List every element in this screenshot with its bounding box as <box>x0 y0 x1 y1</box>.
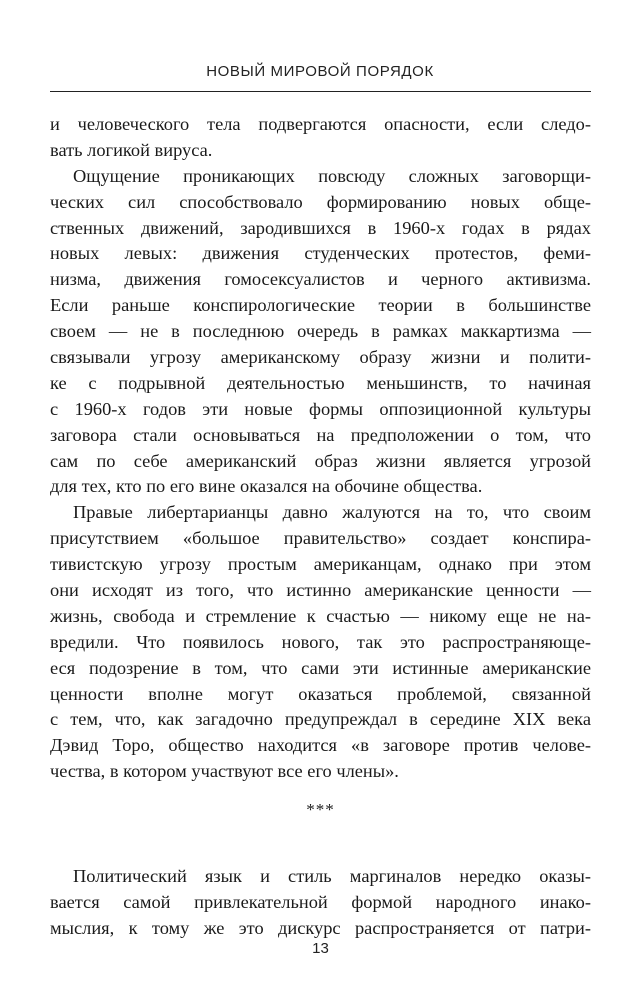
text-line: Дэвид Торо, общество находится «в заговоре против челове- <box>50 735 591 756</box>
paragraph <box>50 500 591 785</box>
section-separator: *** <box>306 800 335 819</box>
text-line: Если раньше конспирологические теории в большинстве <box>50 295 591 316</box>
text-line: ценности вполне могут оказаться проблемой, связанной <box>50 683 591 704</box>
text-line: ственных движений, зародившихся в 1960-х годах в рядах <box>50 217 591 238</box>
text-line: для тех, кто по его вине оказался на обочине общества. <box>50 476 483 497</box>
text-line: сам по себе американский образ жизни является угрозой <box>50 450 591 471</box>
header-rule <box>50 91 591 92</box>
text-line: Правые либертарианцы давно жалуются на то, что своим <box>73 502 591 523</box>
page-number: 13 <box>312 940 329 957</box>
text-line: заговора стали основываться на предположении о том, что <box>50 424 591 445</box>
main-text <box>50 112 591 785</box>
text-line: ке с подрывной деятельностью меньшинств, то начиная <box>50 372 591 393</box>
text-line: вается самой привлекательной формой народного инако- <box>50 892 591 913</box>
text-line: вредили. Что появилось нового, так это распространяюще- <box>50 631 591 652</box>
paragraph-continued <box>50 112 591 164</box>
text-line: Политический язык и стиль маргиналов нередко оказы- <box>73 866 591 887</box>
text-line: они исходят из того, что истинно американские ценности — <box>50 580 591 601</box>
text-line: еся подозрение в том, что сами эти истинные американские <box>50 657 591 678</box>
text-line: с 1960-х годов эти новые формы оппозиционной культуры <box>50 398 591 419</box>
text-line: мыслия, к тому же это дискурс распространяется от патри- <box>50 918 591 939</box>
text-line: Ощущение проникающих повсюду сложных заговорщи- <box>73 165 591 186</box>
text-line: присутствием «большое правительство» создает конспира- <box>50 528 591 549</box>
text-line: своем — не в последнюю очередь в рамках маккартизма — <box>50 321 591 342</box>
text-line: тивистскую угрозу простым американцам, однако при этом <box>50 554 591 575</box>
text-line: вать логикой вируса. <box>50 139 213 160</box>
text-line: с тем, что, как загадочно предупреждал в середине XIX века <box>50 709 591 730</box>
text-line: и человеческого тела подвергаются опасности, если следо- <box>50 114 591 134</box>
running-head: НОВЫЙ МИРОВОЙ ПОРЯДОК <box>206 63 434 80</box>
text-line: низма, движения гомосексуалистов и черного активизма. <box>50 269 591 290</box>
text-line: новых левых: движения студенческих протестов, феми- <box>50 243 591 264</box>
text-line: ческих сил способствовало формированию новых обще- <box>50 191 591 212</box>
text-line: чества, в котором участвуют все его члены». <box>50 761 399 782</box>
text-line: связывали угрозу американскому образу жизни и полити- <box>50 347 591 368</box>
paragraph <box>50 164 591 501</box>
text-line: жизнь, свобода и стремление к счастью — никому еще не на- <box>50 605 591 626</box>
paragraph <box>50 864 591 942</box>
